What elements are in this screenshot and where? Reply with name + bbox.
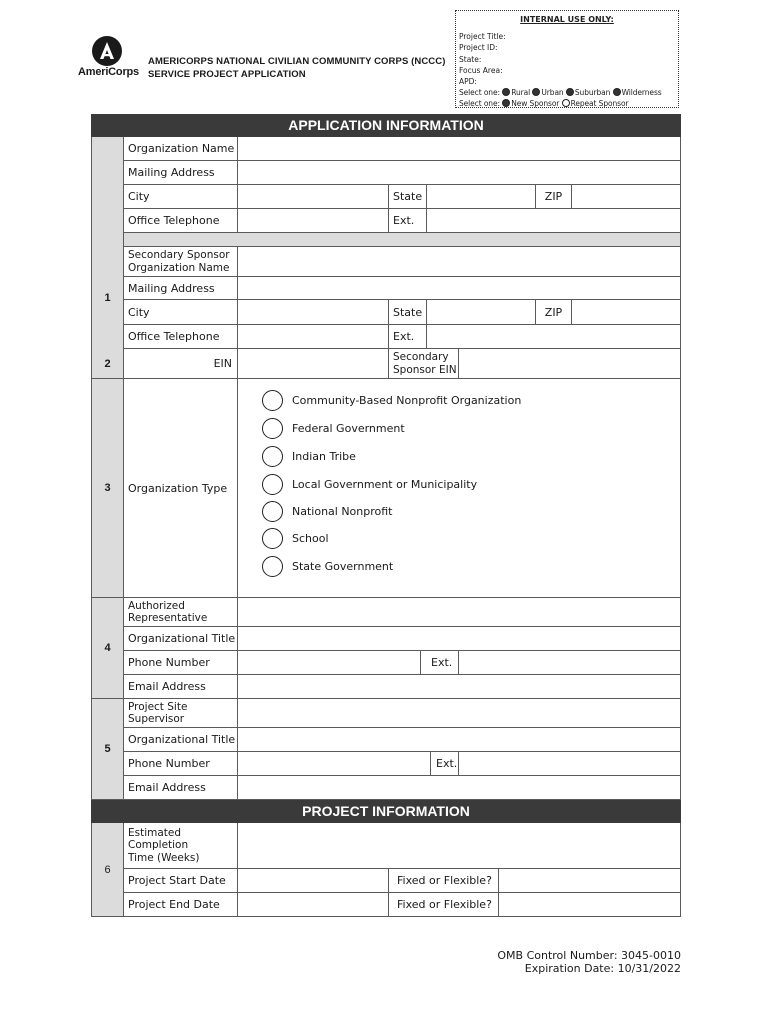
area-select-label: Select one: [459, 88, 500, 98]
secondary-zip-label: ZIP [535, 300, 571, 324]
radio-rural-icon[interactable] [502, 88, 510, 96]
radio-circle-icon[interactable] [262, 390, 283, 411]
omb-control-number: OMB Control Number: 3045-0010 [497, 949, 681, 962]
zip-input[interactable] [571, 185, 680, 208]
secondary-org-label-line1: Secondary Sponsor [128, 249, 230, 261]
mailing-address-label: Mailing Address [128, 166, 215, 179]
ein-row [124, 349, 681, 379]
city-input[interactable] [237, 185, 388, 208]
option-label: State Government [292, 560, 394, 573]
internal-state[interactable]: State: [459, 54, 482, 64]
supervisor-email-row [124, 776, 681, 800]
section-number-1: 1 [91, 137, 124, 459]
internal-apd[interactable]: APD: [459, 77, 477, 87]
radio-suburban-icon[interactable] [566, 88, 574, 96]
section-number-5: 5 [91, 699, 124, 800]
end-date-label: Project End Date [128, 898, 220, 911]
americorps-a-icon [92, 36, 122, 66]
internal-focus-area[interactable]: Focus Area: [459, 65, 503, 75]
secondary-org-label-line2: Organization Name [128, 261, 230, 274]
option-label: National Nonprofit [292, 505, 393, 518]
phone-ext-label: Ext. [420, 651, 458, 674]
supervisor-ext-label: Ext. [430, 752, 458, 775]
site-supervisor-line2: Supervisor [128, 713, 185, 725]
org-type-option-federal[interactable] [262, 418, 405, 439]
authorized-rep-input[interactable] [237, 598, 680, 626]
sponsor-select-label: Select one: [459, 99, 500, 109]
radio-new-sponsor-label: New Sponsor [511, 99, 560, 109]
application-form [91, 114, 681, 917]
office-telephone-label: Office Telephone [128, 214, 220, 227]
office-telephone-row [124, 209, 681, 233]
start-fixed-input[interactable] [498, 869, 680, 892]
omb-footer [497, 949, 681, 975]
authorized-rep-label [124, 598, 237, 626]
option-label: Local Government or Municipality [292, 478, 478, 491]
phone-row [124, 651, 681, 675]
start-date-input[interactable] [237, 869, 388, 892]
radio-circle-icon[interactable] [262, 556, 283, 577]
option-label: Community-Based Nonprofit Organization [292, 394, 522, 407]
secondary-mailing-input[interactable] [237, 277, 680, 299]
document-title [148, 56, 446, 81]
ein-input[interactable] [237, 349, 388, 378]
radio-suburban-label: Suburban [574, 88, 611, 98]
radio-circle-icon[interactable] [262, 474, 283, 495]
org-name-label: Organization Name [128, 142, 235, 155]
section-number-3: 3 [91, 379, 124, 598]
end-fixed-label: Fixed or Flexible? [388, 893, 498, 916]
site-supervisor-input[interactable] [237, 699, 680, 727]
org-type-option-local-gov[interactable] [262, 474, 477, 495]
section-number-6: 6 [91, 823, 124, 917]
org-title-input[interactable] [237, 627, 680, 650]
secondary-state-label: State [388, 300, 426, 324]
internal-use-box [455, 10, 679, 108]
secondary-org-name-label [124, 247, 237, 276]
mailing-address-row [124, 161, 681, 185]
radio-urban-icon[interactable] [532, 88, 540, 96]
secondary-ext-input[interactable] [426, 325, 680, 348]
supervisor-title-row [124, 728, 681, 752]
supervisor-title-input[interactable] [237, 728, 680, 751]
expiration-date: Expiration Date: 10/31/2022 [524, 962, 681, 975]
secondary-telephone-row [124, 325, 681, 349]
completion-line1: Estimated [128, 826, 182, 839]
title-line-2: SERVICE PROJECT APPLICATION [148, 68, 306, 80]
authorized-rep-line2: Representative [128, 612, 208, 624]
secondary-mailing-label: Mailing Address [128, 281, 215, 295]
state-label: State [388, 185, 426, 208]
start-date-label: Project Start Date [128, 874, 226, 887]
site-supervisor-row [124, 699, 681, 728]
secondary-telephone-label: Office Telephone [128, 330, 220, 343]
radio-urban-label: Urban [541, 88, 564, 98]
org-name-input[interactable] [237, 137, 680, 160]
org-type-option-community[interactable] [262, 390, 521, 411]
secondary-telephone-input[interactable] [237, 325, 388, 348]
org-name-row [124, 137, 681, 161]
americorps-logo [76, 36, 140, 80]
supervisor-phone-row [124, 752, 681, 776]
mailing-address-input[interactable] [237, 161, 680, 184]
option-label: Indian Tribe [292, 450, 356, 463]
org-type-option-state-gov[interactable] [262, 556, 393, 577]
city-row [124, 185, 681, 209]
email-input[interactable] [237, 675, 680, 698]
org-type-options [237, 379, 680, 597]
secondary-state-input[interactable] [426, 300, 535, 324]
section-number-2: 2 [91, 349, 124, 379]
email-label: Email Address [128, 680, 206, 693]
radio-circle-icon[interactable] [262, 528, 283, 549]
secondary-city-input[interactable] [237, 300, 388, 324]
end-fixed-input[interactable] [498, 893, 680, 916]
org-type-option-national-nonprofit[interactable] [262, 501, 393, 522]
secondary-ein-line1: Secondary [393, 351, 449, 363]
completion-line3: Time (Weeks) [128, 851, 200, 864]
section-number-4: 4 [91, 598, 124, 699]
site-supervisor-line1: Project Site [128, 700, 188, 713]
supervisor-email-label: Email Address [128, 781, 206, 794]
internal-project-id[interactable]: Project ID: [459, 43, 498, 53]
zip-label: ZIP [535, 185, 571, 208]
state-input[interactable] [426, 185, 535, 208]
office-telephone-input[interactable] [237, 209, 388, 232]
phone-input[interactable] [237, 651, 420, 674]
secondary-city-row [124, 300, 681, 325]
ext-label: Ext. [388, 209, 426, 232]
secondary-zip-input[interactable] [571, 300, 680, 324]
radio-rural-label: Rural [511, 88, 531, 98]
secondary-org-name-input[interactable] [237, 247, 680, 276]
secondary-org-name-row [124, 247, 681, 277]
radio-wilderness-icon[interactable] [613, 88, 621, 96]
secondary-ext-label: Ext. [388, 325, 426, 348]
ein-label: EIN [213, 357, 232, 370]
org-type-row [124, 379, 681, 598]
sponsor-type-select [459, 98, 675, 109]
secondary-ein-label [388, 349, 458, 378]
email-row [124, 675, 681, 699]
option-label: Federal Government [292, 422, 405, 435]
section-header-project: PROJECT INFORMATION [91, 800, 681, 823]
site-supervisor-label [124, 699, 237, 727]
completion-time-input[interactable] [237, 823, 680, 868]
area-type-select [459, 87, 675, 98]
completion-time-row [124, 823, 681, 869]
city-label: City [128, 190, 150, 203]
secondary-city-label: City [128, 305, 150, 319]
completion-time-label [124, 823, 237, 868]
radio-wilderness-label: Wilderness [621, 88, 662, 98]
radio-repeat-sponsor-label: Repeat Sponsor [570, 99, 629, 109]
start-date-row [124, 869, 681, 893]
radio-circle-icon[interactable] [262, 446, 283, 467]
phone-ext-input[interactable] [458, 651, 680, 674]
secondary-ein-input[interactable] [458, 349, 680, 378]
end-date-row [124, 893, 681, 917]
title-line-1: AMERICORPS NATIONAL CIVILIAN COMMUNITY CORPS (NCCC) [148, 56, 446, 67]
internal-project-title[interactable]: Project Title: [459, 32, 506, 42]
org-title-label: Organizational Title [128, 632, 236, 645]
radio-circle-icon[interactable] [262, 501, 283, 522]
phone-label: Phone Number [128, 656, 210, 669]
radio-circle-icon[interactable] [262, 418, 283, 439]
completion-line2: Completion [128, 839, 189, 852]
authorized-rep-line1: Authorized [128, 599, 185, 612]
supervisor-phone-input[interactable] [237, 752, 430, 775]
section-divider [124, 233, 681, 247]
supervisor-title-label: Organizational Title [128, 733, 236, 746]
option-label: School [292, 532, 329, 545]
secondary-mailing-row [124, 277, 681, 300]
radio-repeat-sponsor-icon[interactable] [562, 99, 570, 107]
section-header-application: APPLICATION INFORMATION [91, 114, 681, 137]
start-fixed-label: Fixed or Flexible? [388, 869, 498, 892]
org-type-option-school[interactable] [262, 528, 329, 549]
ext-input[interactable] [426, 209, 680, 232]
supervisor-email-input[interactable] [237, 776, 680, 799]
internal-heading: INTERNAL USE ONLY: [520, 15, 614, 24]
supervisor-phone-label: Phone Number [128, 757, 210, 770]
radio-new-sponsor-icon[interactable] [502, 99, 510, 107]
end-date-input[interactable] [237, 893, 388, 916]
org-title-row [124, 627, 681, 651]
org-type-option-indian-tribe[interactable] [262, 446, 356, 467]
supervisor-ext-input[interactable] [458, 752, 680, 775]
secondary-ein-line2: Sponsor EIN [393, 363, 457, 376]
authorized-rep-row [124, 598, 681, 627]
org-type-label: Organization Type [128, 481, 228, 495]
logo-wordmark: AmeriCorps [78, 66, 139, 78]
